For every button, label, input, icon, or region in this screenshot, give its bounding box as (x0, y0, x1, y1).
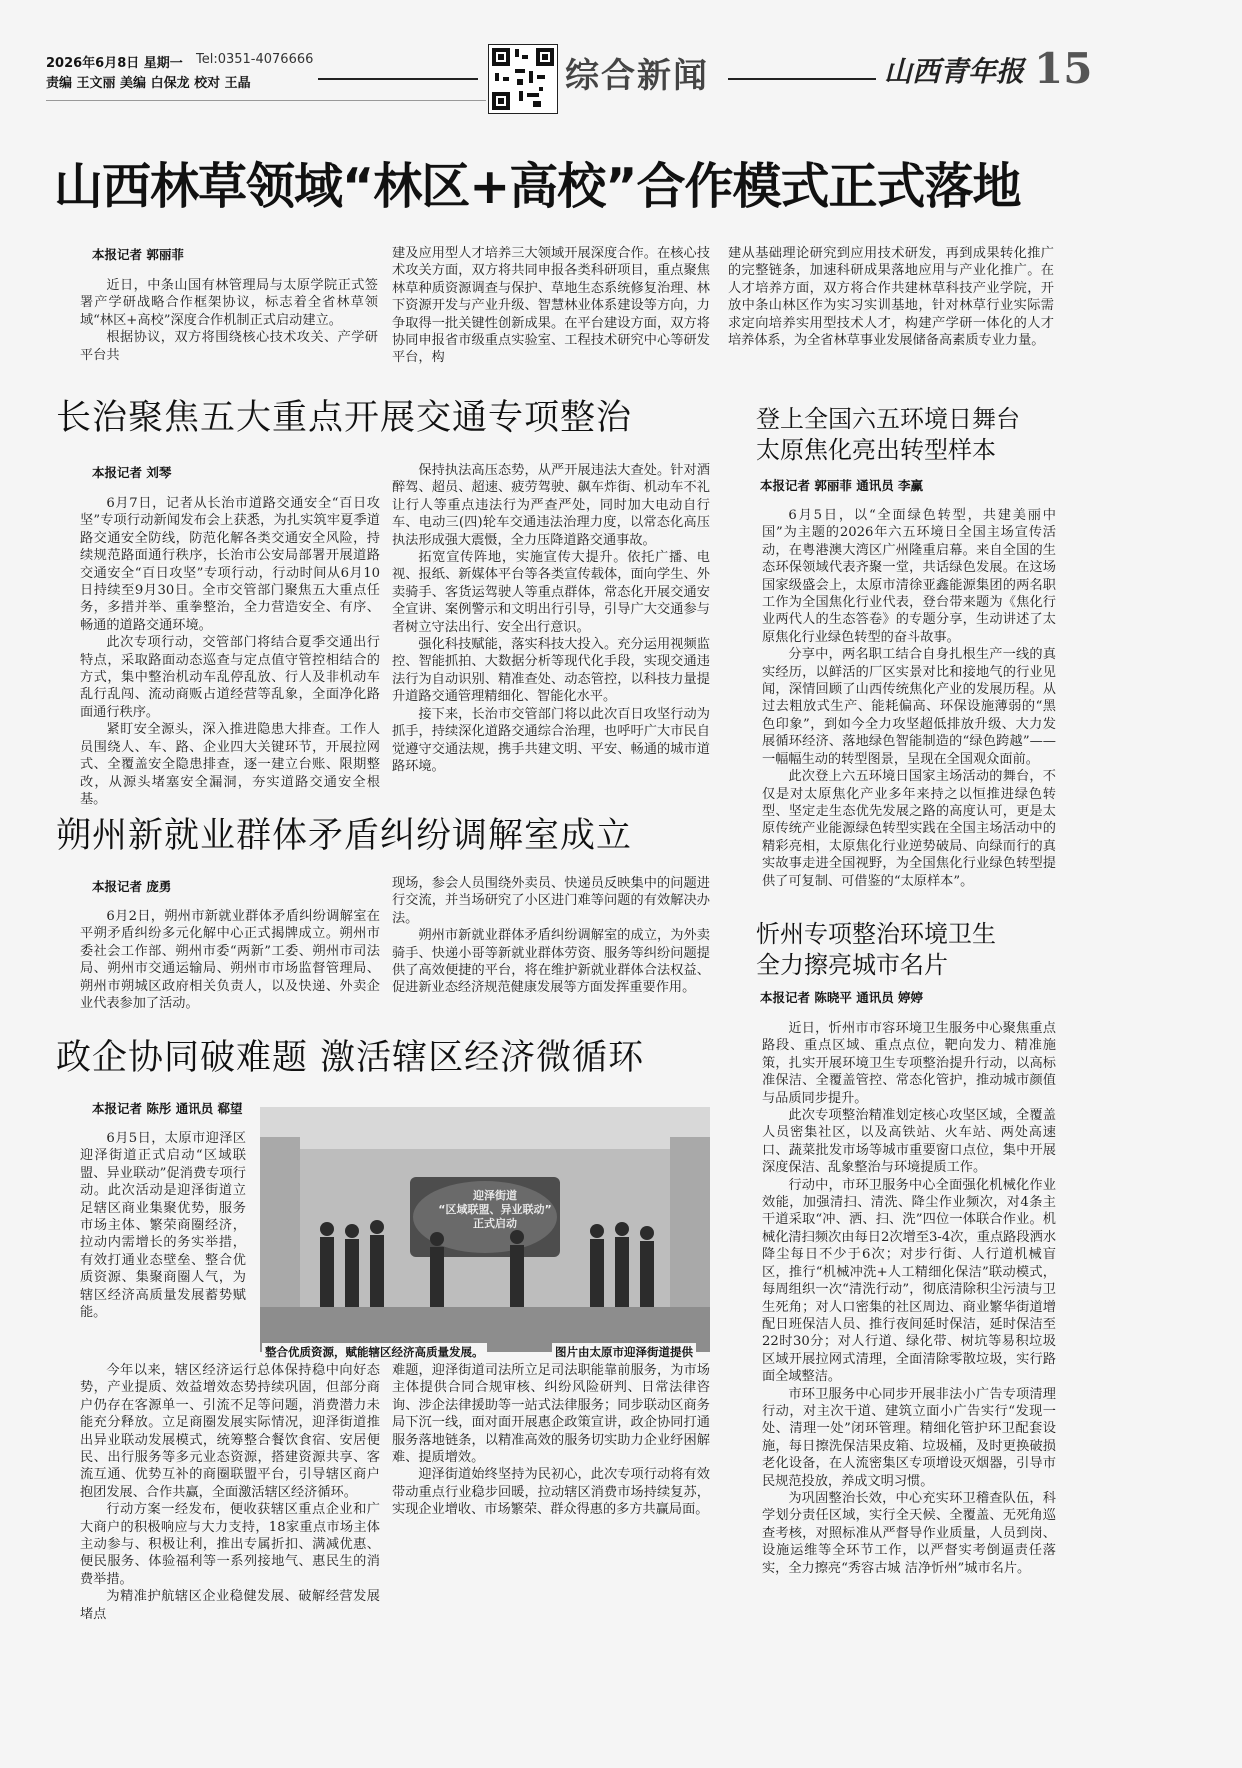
paragraph: 近日，忻州市市容环境卫生服务中心聚焦重点路段、重点区域、重点点位，靶向发力、精准施策，扎实开展环境卫生专项整治提升行动，以高标准保洁、全覆盖管控、常态化管护，推动城市颜值与品质同步提升。 (762, 1021, 1056, 1106)
taiyuan-env-headline-line1: 登上全国六五环境日舞台 (756, 405, 1020, 433)
paragraph: 现场，参会人员围绕外卖员、快递员反映集中的问题进行交流，并当场研究了小区进门难等问题的有效解决办法。 (392, 876, 710, 926)
paragraph: 市环卫服务中心同步开展非法小广告专项清理行动，对主次干道、建筑立面小广告实行“发现一处、清理一处”闭环管理。精细化管护环卫配套设施，每日擦洗保洁果皮箱、垃圾桶，及时更换破损老化设备，在人流密集区专项增设灭烟器，引导市民规范投放，养成文明习惯。 (762, 1386, 1056, 1489)
yingze-headline: 政企协同破难题 激活辖区经济微循环 (56, 1038, 645, 1078)
xinzhou-headline-line1: 忻州专项整治环境卫生 (756, 920, 996, 948)
paragraph: 此次登上六五环境日国家主场活动的舞台，不仅是对太原焦化产业多年来持之以恒推进绿色转型、坚定走生态优先发展之路的高度认可，更是太原传统产业能源绿色转型实践在全国主场活动中的精彩亮相，太原焦化行业逆势破局、向绿而行的真实故事走进全国视野，为全国焦化行业绿色转型提供了可复制、可借鉴的“太原样本”。 (762, 769, 1056, 889)
paragraph: 迎泽街道始终坚持为民初心，此次专项行动将有效带动重点行业稳步回暖，拉动辖区消费市场持续复苏，实现企业增收、市场繁荣、群众得惠的多方共赢局面。 (392, 1467, 710, 1518)
yingze-column-1-lower (80, 1362, 380, 1623)
paragraph: 6月2日，朔州市新就业群体矛盾纠纷调解室在平朔矛盾纠纷多元化解中心正式揭牌成立。朔州市委社会工作部、朔州市委“两新”工委、朔州市司法局、朔州市交通运输局、朔州市市场监督管理局、朔州市朔城区政府相关负责人，以及快递、外卖企业代表参加了活动。 (80, 909, 380, 1012)
masthead-rule-left (318, 78, 478, 80)
shuozhou-byline: 本报记者 庞勇 (92, 879, 172, 894)
changzhi-byline: 本报记者 刘琴 (92, 465, 172, 480)
paragraph: 6月7日，记者从长治市道路交通安全“百日攻坚”专项行动新闻发布会上获悉，为扎实筑牢夏季道路交通安全防线，防范化解各类交通安全风险，持续规范路面通行秩序，长治市公安局部署开展道路交通安全“百日攻坚”专项行动，行动时间从6月10日持续至9月30日。全市交管部门聚焦五大重点任务，多措并举、重拳整治，全力营造安全、有序、畅通的道路交通环境。 (80, 496, 380, 633)
shuozhou-headline: 朔州新就业群体矛盾纠纷调解室成立 (56, 816, 633, 856)
photo-credit: 图片由太原市迎泽街道提供 (552, 1343, 696, 1361)
lead-headline: 山西林草领域“林区+高校”合作模式正式落地 (54, 158, 1021, 215)
changzhi-headline: 长治聚焦五大重点开展交通专项整治 (56, 398, 633, 438)
issue-date: 2026年6月8日 星期一 (46, 56, 183, 71)
paragraph: 6月5日，以“全面绿色转型，共建美丽中国”为主题的2026年六五环境日全国主场宣传活动，在粤港澳大湾区广州隆重启幕。来自全国的生态环保领域代表齐聚一堂，共话绿色发展。在这场国家级盛会上，太原市清徐亚鑫能源集团的两名职工作为全国焦化行业代表，登台带来题为《焦化行业两代人的生态答卷》的专题分享，生动讲述了太原焦化行业绿色转型的奋斗故事。 (762, 508, 1056, 645)
xinzhou-byline: 本报记者 陈晓平 通讯员 婷婷 (760, 990, 924, 1005)
changzhi-column-1 (80, 495, 380, 808)
paragraph: 建从基础理论研究到应用技术研发，再到成果转化推广的完整链条，加速科研成果落地应用与产业化推广。在人才培养方面，双方将合作共建林草科技产业学院，开放中条山林区作为实习实训基地，针对林草行业实际需求定向培养实用型技术人才，构建产学研一体化的人才培养体系，为全省林草事业发展储备高素质专业力量。 (728, 246, 1054, 349)
paragraph: 6月5日，太原市迎泽区迎泽街道正式启动“区域联盟、异业联动”促消费专项行动。此次活动是迎泽街道立足辖区商业集聚优势，服务市场主体、繁荣商圈经济，拉动内需增长的务实举措，有效打通业态壁垒、整合优质资源、集聚商圈人气，为辖区经济高质量发展蓄势赋能。 (80, 1131, 246, 1321)
paragraph: 行动中，市环卫服务中心全面强化机械化作业效能，加强清扫、清洗、降尘作业频次，对4条主干道采取“冲、洒、扫、洗”四位一体联合作业。机械化清扫频次由每日2次增至3-4次，重点路段洒水降尘每日不少于6次；对步行街、人行道机械盲区，推行“机械冲洗+人工精细化保洁”联动模式，每周组织一次“清洗行动”，彻底清除积尘污渍与卫生死角；对人口密集的社区周边、商业繁华街道增配日班保洁人员、推行夜间延时保洁，延时保洁至22时30分；对人行道、绿化带、树坑等易积垃圾区域开展拉网式清理，全面清除零散垃圾，实行路面全域整洁。 (762, 1177, 1056, 1385)
masthead-rule-right (728, 78, 876, 80)
paragraph: 保持执法高压态势，从严开展违法大查处。针对酒醉驾、超员、超速、疲劳驾驶、飙车炸街、机动车不礼让行人等重点违法行为严查严处，同时加大电动自行车、电动三(四)轮车交通违法治理力度，以常态化高压执法形成强大震慑，全力压降道路交通事故。 (392, 463, 710, 548)
masthead-underline (46, 100, 486, 101)
xinzhou-headline-line2: 全力擦亮城市名片 (756, 951, 948, 979)
paragraph: 根据协议，双方将围绕核心技术攻关、产学研平台共 (80, 330, 378, 363)
newspaper-logo: 山西青年报 (884, 55, 1025, 88)
paragraph: 拓宽宣传阵地，实施宣传大提升。依托广播、电视、报纸、新媒体平台等各类宣传载体，面向学生、外卖骑手、客货运驾驶人等重点群体，常态化开展交通安全宣讲、案例警示和文明出行引导，引导广大交通参与者树立守法出行、安全出行意识。 (392, 550, 710, 635)
paragraph: 此次专项整治精准划定核心攻坚区域，全覆盖人员密集社区，以及高铁站、火车站、两处高速口、蔬菜批发市场等城市重要窗口点位，集中开展深度保洁、乱象整治与环境提质工作。 (762, 1108, 1056, 1176)
shuozhou-column-2 (392, 875, 710, 997)
paragraph: 强化科技赋能，落实科技大投入。充分运用视频监控、智能抓拍、大数据分析等现代化手段，实现交通违法行为自动识别、精准查处、动态管控，以科技力量提升道路交通管理精细化、智能化水平。 (392, 637, 710, 705)
yingze-byline: 本报记者 陈彤 通讯员 郗望 (92, 1101, 243, 1116)
lead-column-2 (392, 245, 710, 367)
changzhi-column-2 (392, 462, 710, 775)
xinzhou-body (762, 1020, 1056, 1577)
paragraph: 为巩固整治长效，中心充实环卫稽查队伍，科学划分责任区域，实行全天候、全覆盖、无死角巡查考核，对照标准从严督导作业质量，人员到岗、设施运维等全环节工作，以严督实考倒逼责任落实，全力擦亮“秀容古城 洁净忻州”城市名片。 (762, 1490, 1056, 1576)
paragraph: 分享中，两名职工结合自身扎根生产一线的真实经历，以鲜活的厂区实景对比和接地气的行业见闻，深情回顾了山西传统焦化产业的发展历程。从过去粗放式生产、能耗偏高、环保设施薄弱的“黑色印象”，到如今全力攻坚超低排放升级、大力发展循环经济、落地绿色智能制造的“绿色跨越”——一幅幅生动的转型图景，呈现在全国观众面前。 (762, 647, 1056, 767)
shuozhou-column-1 (80, 908, 380, 1012)
taiyuan-env-body (762, 507, 1056, 890)
paragraph: 建及应用型人才培养三大领域开展深度合作。在核心技术攻关方面，双方将共同申报各类科研项目，重点聚焦林草种质资源调查与保护、草地生态系统修复治理、林下资源开发与产业升级、智慧林业体系建设等方向，力争取得一批关键性创新成果。在平台建设方面，双方将协同申报省市级重点实验室、工程技术研究中心等研发平台，构 (392, 246, 710, 366)
qr-code-icon (488, 44, 558, 114)
event-photo (260, 1107, 710, 1352)
section-title: 综合新闻 (565, 56, 709, 96)
paragraph: 为精准护航辖区企业稳健发展、破解经营发展堵点 (80, 1589, 380, 1622)
editor-credits: 责编 王文丽 美编 白保龙 校对 王晶 (46, 76, 251, 91)
taiyuan-env-byline: 本报记者 郭丽菲 通讯员 李赢 (760, 478, 924, 493)
lead-column-3 (728, 245, 1054, 349)
lead-column-1 (80, 277, 378, 364)
phone-number: Tel:0351-4076666 (196, 52, 314, 67)
paragraph: 紧盯安全源头，深入推进隐患大排查。工作人员围绕人、车、路、企业四大关键环节，开展拉网式、全覆盖安全隐患排查，逐一建立台账、限期整改，从源头堵塞安全漏洞，夯实道路交通安全根基。 (80, 722, 380, 807)
paragraph: 近日，中条山国有林管理局与太原学院正式签署产学研战略合作框架协议，标志着全省林草领域“林区+高校”深度合作机制正式启动建立。 (80, 278, 378, 328)
page-number: 15 (1034, 44, 1093, 93)
photo-stage-banner: 迎泽街道 “区域联盟、异业联动” 正式启动 (438, 1189, 552, 1230)
photo-caption: 整合优质资源，赋能辖区经济高质量发展。 (262, 1343, 487, 1361)
paragraph: 行动方案一经发布，便收获辖区重点企业和广大商户的积极响应与大力支持，18家重点市场主体主动参与、积极让利，推出专属折扣、满减优惠、便民服务、体验福利等一系列接地气、惠民生的消费举措。 (80, 1502, 380, 1587)
yingze-column-1-upper (80, 1130, 246, 1362)
taiyuan-env-headline-line2: 太原焦化亮出转型样本 (756, 436, 996, 464)
paragraph: 此次专项行动，交管部门将结合夏季交通出行特点，采取路面动态巡查与定点值守管控相结合的方式，集中整治机动车乱停乱放、行人及非机动车乱行乱闯、流动商贩占道经营等乱象，全面净化路面通行秩序。 (80, 635, 380, 720)
paragraph: 接下来，长治市交管部门将以此次百日攻坚行动为抓手，持续深化道路交通综合治理，也呼吁广大市民自觉遵守交通法规，携手共建文明、平安、畅通的城市道路环境。 (392, 706, 710, 774)
paragraph: 难题，迎泽街道司法所立足司法职能靠前服务，为市场主体提供合同合规审核、纠纷风险研判、日常法律咨询、涉企法律援助等一站式法律服务；同步联动区商务局下沉一线，面对面开展惠企政策宣讲，政企协同打通服务落地链条，以精准高效的服务切实助力企业纾困解难、提质增效。 (392, 1363, 710, 1466)
lead-byline: 本报记者 郭丽菲 (92, 247, 184, 262)
paragraph: 朔州市新就业群体矛盾纠纷调解室的成立，为外卖骑手、快递小哥等新就业群体劳资、服务等纠纷问题提供了高效便捷的平台，将在维护新就业群体合法权益、促进新业态经济规范健康发展等方面发挥重要作用。 (392, 928, 710, 996)
yingze-column-2 (392, 1362, 710, 1519)
paragraph: 今年以来，辖区经济运行总体保持稳中向好态势，产业提质、效益增效态势持续巩固，但部分商户仍存在客源单一、引流不足等问题，消费潜力未能充分释放。立足商圈发展实际情况，迎泽街道推出异业联动发展模式，统筹整合餐饮食宿、安居便民、出行服务等多元业态资源，搭建资源共享、客流互通、优势互补的商圈联盟平台，引导辖区商户抱团发展、合作共赢，全面激活辖区经济循环。 (80, 1363, 380, 1500)
